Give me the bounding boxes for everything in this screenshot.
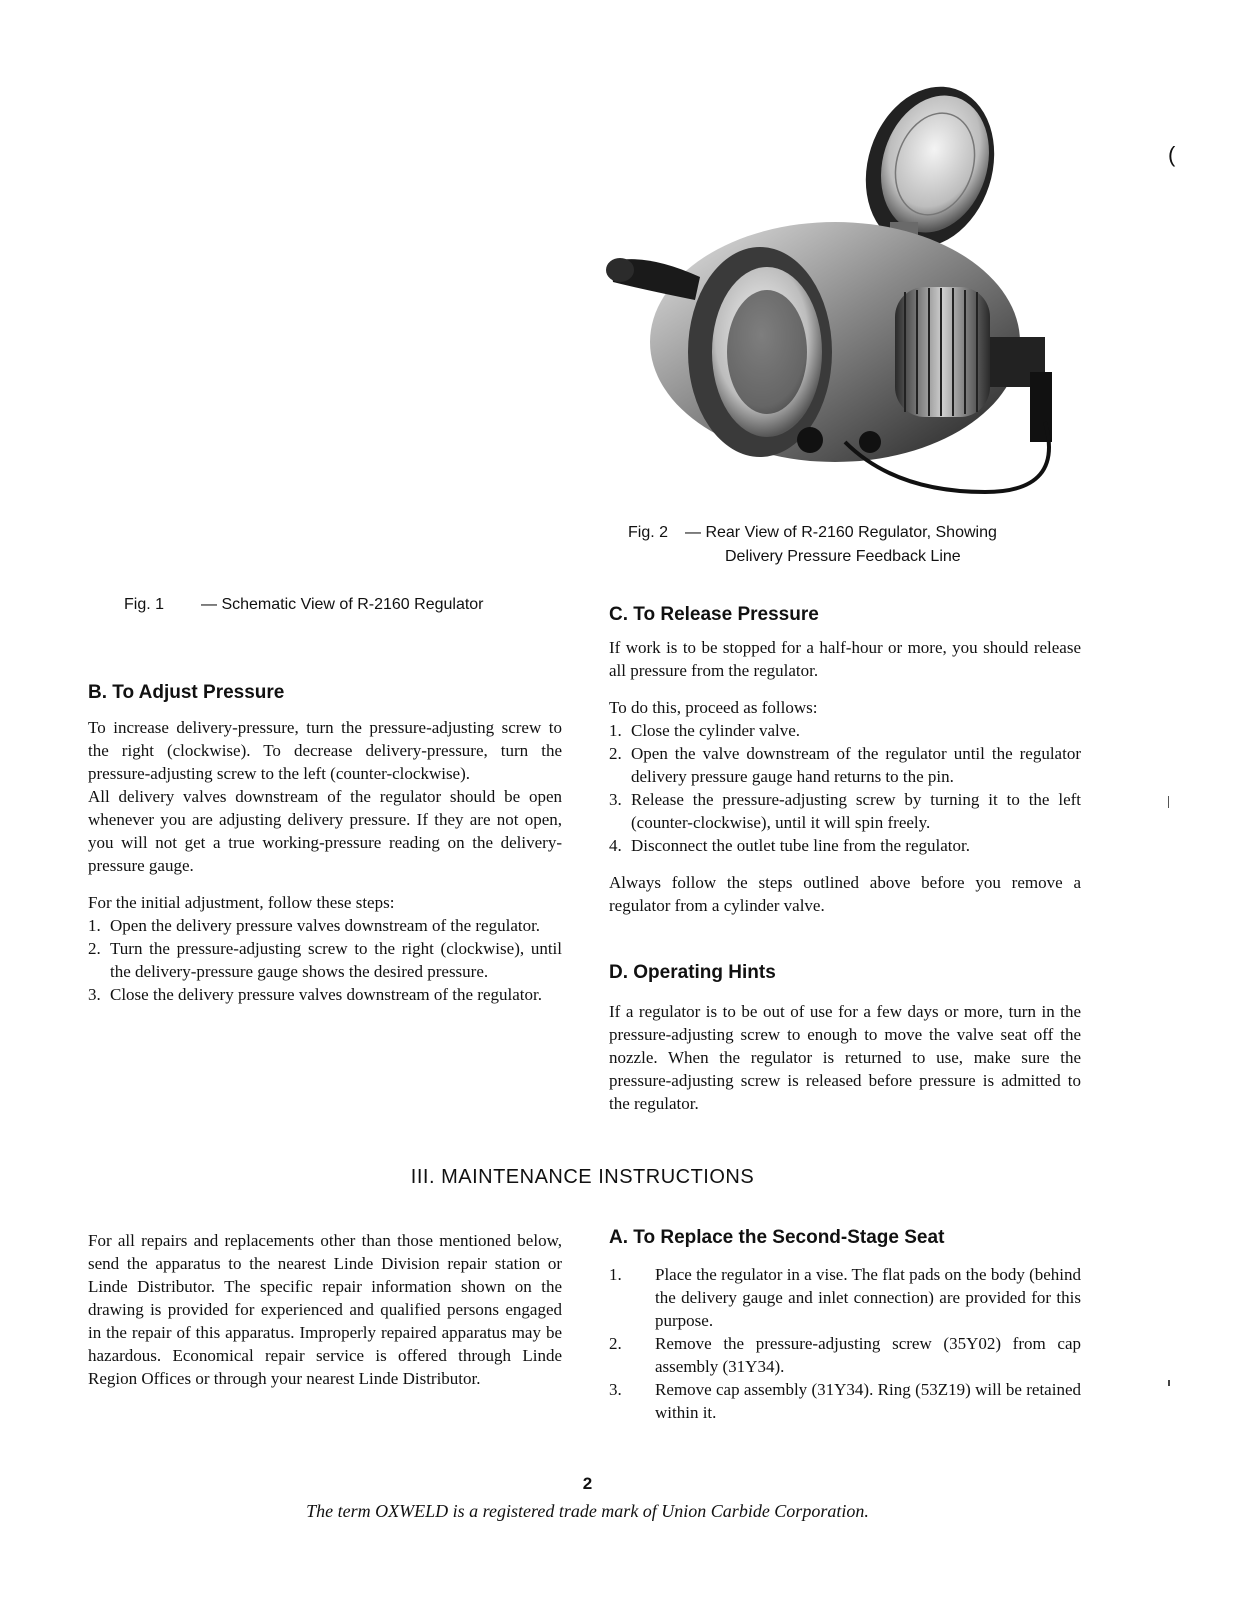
section-b-p3: For the initial adjustment, follow these steps: (88, 893, 395, 912)
section-b-p1: To increase delivery-pressure, turn the pressure-adjusting screw to the right (clockwise). To decrease delivery-pressure, turn the pressure-adjusting screw to the left (counter-clockwise). (88, 718, 562, 783)
fig1-label: Fig. 1 (124, 596, 165, 613)
margin-tick (1168, 796, 1169, 808)
section-b-steps (88, 914, 562, 1006)
fig2-label: Fig. 2 (628, 524, 669, 541)
list-item: 4. Disconnect the outlet tube line from the regulator. (609, 836, 970, 855)
list-item: 2. Remove the pressure-adjusting screw (35Y02) from cap assembly (31Y34). (609, 1334, 1081, 1376)
list-item: 1. Open the delivery pressure valves downstream of the regulator. (88, 916, 541, 935)
fig2-line1: — Rear View of R-2160 Regulator, Showing (685, 524, 997, 541)
section-a-title: A. To Replace the Second-Stage Seat (609, 1227, 945, 1248)
section-replace-seat (609, 1227, 1081, 1424)
margin-mark: ( (1168, 142, 1176, 167)
fig2-caption (628, 521, 1088, 569)
list-item: 3. Remove cap assembly (31Y34). Ring (53Z19) will be retained within it. (609, 1380, 1081, 1422)
list-item: 2. Turn the pressure-adjusting screw to the right (clockwise), until the delivery-pressure gauge shows the desired pressure. (88, 939, 562, 981)
section-c-p1: If work is to be stopped for a half-hour or more, you should release all pressure from the regulator. (609, 638, 1081, 680)
list-item: 1. Close the cylinder valve. (609, 721, 801, 740)
maintenance-intro (88, 1229, 562, 1390)
footer-trademark: The term OXWELD is a registered trade mark of Union Carbide Corporation. (306, 1501, 869, 1521)
section-d-p1: If a regulator is to be out of use for a few days or more, turn in the pressure-adjusting screw to enough to move the valve seat off the nozzle. When the regulator is returned to use, make sure the pressure-adjusting screw is released before pressure is admitted to the regulator. (609, 1002, 1081, 1113)
list-item: 1. Place the regulator in a vise. The flat pads on the body (behind the delivery gauge and inlet connection) are provided for this purpose. (609, 1265, 1081, 1330)
section-b-p2: All delivery valves downstream of the regulator should be open whenever you are adjusting delivery pressure. If they are not open, you will not get a true working-pressure reading on the delivery-pressure gauge. (88, 787, 562, 875)
section-c-p3: Always follow the steps outlined above before you remove a regulator from a cylinder valve. (609, 873, 1081, 915)
section-c-p2: To do this, proceed as follows: (609, 698, 818, 717)
list-item: 3. Release the pressure-adjusting screw by turning it to the left (counter-clockwise), until it will spin freely. (609, 790, 1081, 832)
list-item: 2. Open the valve downstream of the regulator until the regulator delivery pressure gauge hand returns to the pin. (609, 744, 1081, 786)
regulator-photo (605, 72, 1075, 502)
list-item: 3. Close the delivery pressure valves downstream of the regulator. (88, 985, 542, 1004)
section-a-steps (609, 1263, 1081, 1424)
maintenance-p1: For all repairs and replacements other than those mentioned below, send the apparatus to the nearest Linde Division repair station or Linde Distributor. The specific repair information shown on the drawing is provided for experienced and qualified persons engaged in the repair of this apparatus. Improperly repaired apparatus may be hazardous. Economical repair service is offered through Linde Region Offices or through your nearest Linde Distributor. (88, 1231, 562, 1388)
maintenance-title: III. MAINTENANCE INSTRUCTIONS (410, 1166, 755, 1188)
page-number: 2 (582, 1474, 593, 1493)
section-c-steps (609, 719, 1081, 857)
margin-dot (1168, 1380, 1170, 1386)
fig2-line2: Delivery Pressure Feedback Line (725, 548, 961, 565)
section-release-pressure (609, 604, 1081, 917)
fig1-caption (124, 593, 544, 617)
section-adjust-pressure (88, 682, 562, 1006)
fig1-text: — Schematic View of R-2160 Regulator (201, 596, 484, 613)
section-b-title: B. To Adjust Pressure (88, 682, 285, 703)
section-operating-hints (609, 962, 1081, 1115)
section-d-title: D. Operating Hints (609, 962, 776, 983)
section-c-title: C. To Release Pressure (609, 604, 819, 625)
